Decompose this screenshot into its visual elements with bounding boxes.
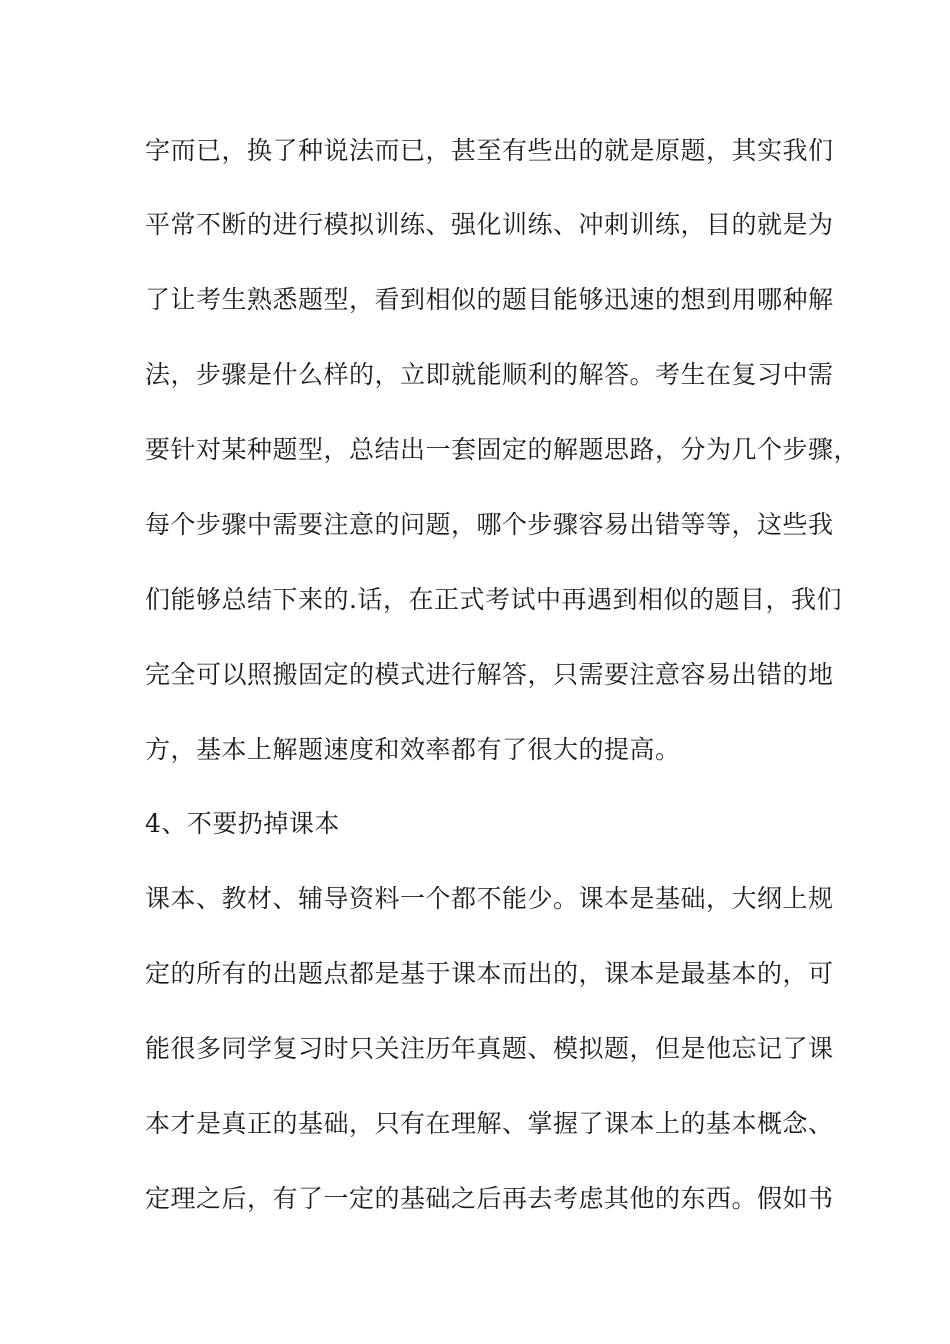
text-line-15: 定理之后，有了一定的基础之后再去考虑其他的东西。假如书 xyxy=(145,1184,834,1213)
text-line-9: 方，基本上解题速度和效率都有了很大的提高。 xyxy=(145,735,681,764)
text-line-13: 能很多同学复习时只关注历年真题、模拟题，但是他忘记了课 xyxy=(145,1034,834,1063)
text-line-8: 完全可以照搬固定的模式进行解答，只需要注意容易出错的地 xyxy=(145,660,834,689)
text-line-4: 法，步骤是什么样的，立即就能顺利的解答。考生在复习中需 xyxy=(145,360,834,389)
text-line-7: 们能够总结下来的.话，在正式考试中再遇到相似的题目，我们 xyxy=(145,585,842,614)
text-line-6: 每个步骤中需要注意的问题，哪个步骤容易出错等等，这些我 xyxy=(145,510,834,539)
text-line-12: 定的所有的出题点都是基于课本而出的，课本是最基本的，可 xyxy=(145,959,834,988)
text-line-2: 平常不断的进行模拟训练、强化训练、冲刺训练，目的就是为 xyxy=(145,210,834,239)
section-heading: 4、不要扔掉课本 xyxy=(145,809,340,838)
text-line-1: 字而已，换了种说法而已，甚至有些出的就是原题，其实我们 xyxy=(145,136,834,165)
text-line-5: 要针对某种题型，总结出一套固定的解题思路，分为几个步骤， xyxy=(145,435,860,464)
text-line-11: 课本、教材、辅导资料一个都不能少。课本是基础，大纲上规 xyxy=(145,884,834,913)
text-line-3: 了让考生熟悉题型，看到相似的题目能够迅速的想到用哪种解 xyxy=(145,285,834,314)
text-line-14: 本才是真正的基础，只有在理解、掌握了课本上的基本概念、 xyxy=(145,1109,834,1138)
